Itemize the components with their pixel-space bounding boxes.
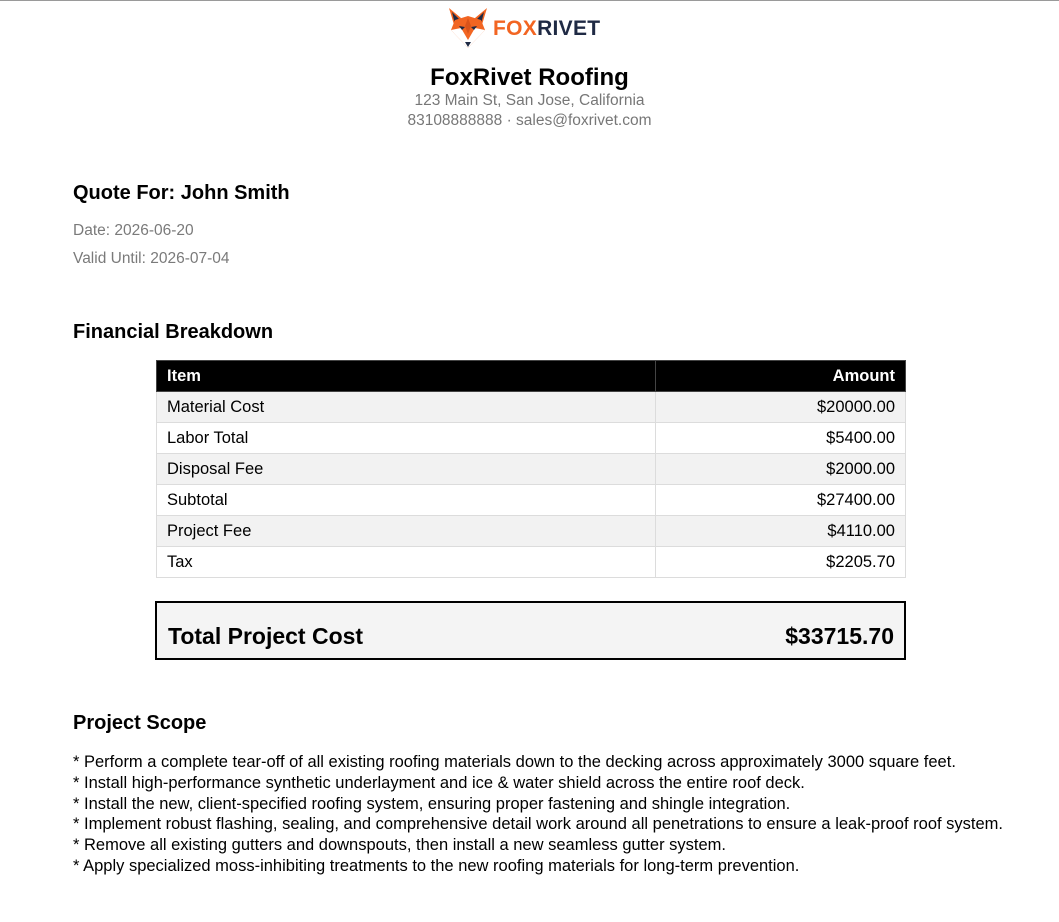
quote-valid-until: Valid Until: 2026-07-04 (73, 250, 230, 267)
company-logo (447, 6, 600, 50)
logo-wordmark: FOXRIVET (493, 16, 601, 40)
table-row (157, 423, 906, 454)
scope-item: * Implement robust flashing, sealing, and comprehensive detail work around all penetrations to ensure a leak-proof roof system. (73, 815, 1004, 834)
row-item: Tax (157, 547, 656, 578)
project-scope-title: Project Scope (73, 712, 207, 734)
row-amount: $5400.00 (656, 423, 906, 454)
table-row (157, 485, 906, 516)
row-amount: $27400.00 (656, 485, 906, 516)
row-item: Project Fee (157, 516, 656, 547)
row-item: Labor Total (157, 423, 656, 454)
column-header-amount: Amount (656, 361, 906, 392)
column-header-item: Item (157, 361, 656, 392)
table-header-row (157, 361, 906, 392)
quote-recipient-title: Quote For: John Smith (73, 182, 290, 204)
table-row (157, 547, 906, 578)
row-amount: $4110.00 (656, 516, 906, 547)
row-item: Subtotal (157, 485, 656, 516)
table-row (157, 516, 906, 547)
total-project-cost-box (155, 601, 906, 660)
row-amount: $20000.00 (656, 392, 906, 423)
table-row (157, 392, 906, 423)
scope-item: * Install the new, client-specified roofing system, ensuring proper fastening and shingle integration. (73, 794, 791, 813)
financial-breakdown-title: Financial Breakdown (73, 321, 274, 343)
fox-head-icon (447, 6, 489, 50)
scope-item: * Perform a complete tear-off of all existing roofing materials down to the decking across approximately 3000 square feet. (73, 753, 956, 771)
scope-item: * Apply specialized moss-inhibiting treatments to the new roofing materials for long-term prevention. (73, 856, 800, 875)
company-name: FoxRivet Roofing (430, 64, 629, 91)
company-address: 123 Main St, San Jose, California (414, 92, 645, 109)
row-item: Material Cost (157, 392, 656, 423)
row-amount: $2205.70 (656, 547, 906, 578)
total-value: $33715.70 (785, 623, 894, 649)
top-divider (0, 0, 1059, 1)
scope-item: * Install high-performance synthetic underlayment and ice & water shield across the entire roof deck. (73, 773, 805, 792)
company-contact: 83108888888 · sales@foxrivet.com (407, 112, 652, 129)
row-item: Disposal Fee (157, 454, 656, 485)
project-scope-list (73, 752, 1003, 877)
row-amount: $2000.00 (656, 454, 906, 485)
quote-date: Date: 2026-06-20 (73, 222, 194, 239)
scope-item: * Remove all existing gutters and downspouts, then install a new seamless gutter system. (73, 836, 726, 855)
table-row (157, 454, 906, 485)
total-label: Total Project Cost (168, 623, 364, 649)
financial-breakdown-table (156, 360, 906, 578)
